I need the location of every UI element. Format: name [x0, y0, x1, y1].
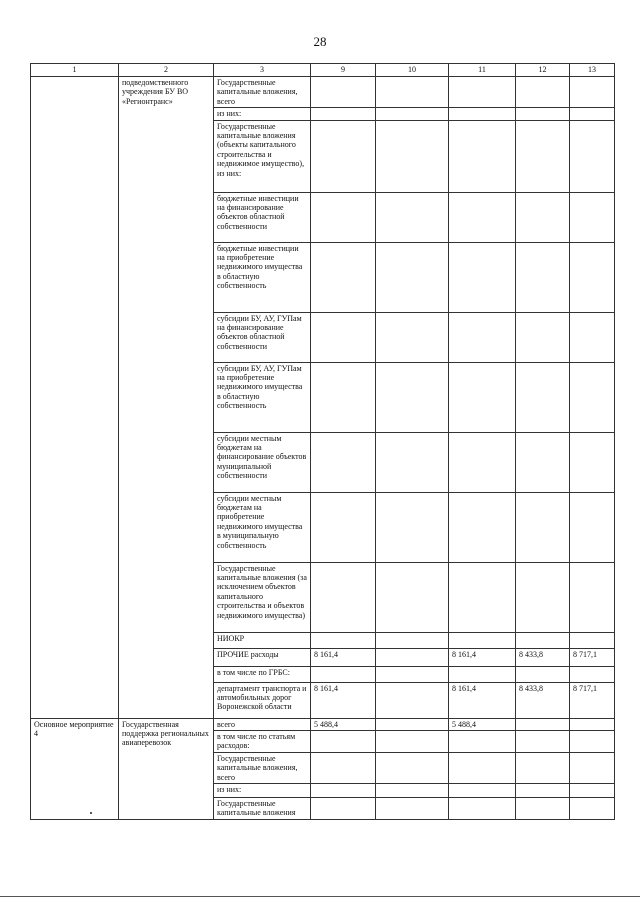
expenditure-table [30, 63, 615, 820]
measure-title-cell: подведомственного учреждения БУ ВО «Регионтранс» [119, 77, 214, 719]
value-cell-c13 [570, 798, 615, 820]
value-cell-c10 [376, 562, 449, 632]
value-cell-c9 [311, 192, 376, 242]
stray-mark [90, 812, 92, 814]
value-cell-c10 [376, 752, 449, 783]
value-cell-c12 [516, 120, 570, 192]
value-cell-c13 [570, 192, 615, 242]
value-cell-c9 [311, 432, 376, 492]
value-cell-c11 [449, 731, 516, 753]
header-cell: 2 [119, 64, 214, 77]
expense-label-cell: бюджетные инвестиции на приобретение недвижимого имущества в областную собственность [214, 242, 311, 312]
value-cell-c10 [376, 784, 449, 798]
page-number: 28 [313, 34, 327, 49]
value-cell-c12 [516, 718, 570, 730]
value-cell-c13 [570, 752, 615, 783]
value-cell-c13 [570, 632, 615, 648]
header-cell: 1 [31, 64, 119, 77]
value-cell-c10 [376, 242, 449, 312]
value-cell-c11 [449, 432, 516, 492]
expense-label-cell: из них: [214, 108, 311, 120]
expense-label-cell: Государственные капитальные вложения, всего [214, 752, 311, 783]
value-cell-c9: 5 488,4 [311, 718, 376, 730]
value-cell-c11 [449, 312, 516, 362]
value-cell-c11 [449, 492, 516, 562]
value-cell-c13 [570, 120, 615, 192]
expense-label-cell: Государственные капитальные вложения, всего [214, 77, 311, 108]
value-cell-c12 [516, 492, 570, 562]
header-row [31, 64, 615, 77]
expense-label-cell: Государственные капитальные вложения (объекты капитального строительства и недвижимое имущество), из них: [214, 120, 311, 192]
expense-label-cell: в том числе по статьям расходов: [214, 731, 311, 753]
value-cell-c13 [570, 77, 615, 108]
value-cell-c10 [376, 77, 449, 108]
bottom-rule [0, 896, 640, 897]
value-cell-c13 [570, 731, 615, 753]
value-cell-c11 [449, 362, 516, 432]
value-cell-c9 [311, 798, 376, 820]
value-cell-c12 [516, 432, 570, 492]
value-cell-c10 [376, 632, 449, 648]
expense-label-cell: субсидии местным бюджетам на приобретение недвижимого имущества в муниципальную собственность [214, 492, 311, 562]
value-cell-c10 [376, 362, 449, 432]
value-cell-c9 [311, 666, 376, 682]
value-cell-c13 [570, 108, 615, 120]
value-cell-c12 [516, 192, 570, 242]
value-cell-c10 [376, 492, 449, 562]
value-cell-c10 [376, 432, 449, 492]
value-cell-c9 [311, 784, 376, 798]
table-row [31, 77, 615, 108]
measure-name-cell: Основное мероприятие 4 [31, 718, 119, 819]
value-cell-c9 [311, 752, 376, 783]
value-cell-c11 [449, 562, 516, 632]
value-cell-c11 [449, 120, 516, 192]
value-cell-c10 [376, 682, 449, 718]
value-cell-c9 [311, 362, 376, 432]
value-cell-c11: 8 161,4 [449, 648, 516, 666]
value-cell-c9 [311, 242, 376, 312]
value-cell-c9 [311, 731, 376, 753]
value-cell-c9: 8 161,4 [311, 682, 376, 718]
value-cell-c11 [449, 192, 516, 242]
value-cell-c13 [570, 492, 615, 562]
value-cell-c12 [516, 784, 570, 798]
value-cell-c13 [570, 242, 615, 312]
value-cell-c13 [570, 312, 615, 362]
value-cell-c12 [516, 632, 570, 648]
value-cell-c10 [376, 108, 449, 120]
expense-label-cell: бюджетные инвестиции на финансирование объектов областной собственности [214, 192, 311, 242]
value-cell-c9 [311, 492, 376, 562]
value-cell-c9 [311, 77, 376, 108]
value-cell-c11 [449, 108, 516, 120]
value-cell-c9 [311, 632, 376, 648]
value-cell-c10 [376, 718, 449, 730]
expense-label-cell: субсидии БУ, АУ, ГУПам на приобретение недвижимого имущества в областную собственность [214, 362, 311, 432]
expense-label-cell: Государственные капитальные вложения (за исключением объектов капитального строительства и объектов недвижимого имущества) [214, 562, 311, 632]
value-cell-c9 [311, 120, 376, 192]
value-cell-c11: 8 161,4 [449, 682, 516, 718]
header-cell: 13 [570, 64, 615, 77]
value-cell-c11 [449, 752, 516, 783]
expense-label-cell: департамент транспорта и автомобильных дорог Воронежской области [214, 682, 311, 718]
value-cell-c13 [570, 362, 615, 432]
value-cell-c13 [570, 666, 615, 682]
value-cell-c11 [449, 632, 516, 648]
value-cell-c12 [516, 562, 570, 632]
value-cell-c11 [449, 798, 516, 820]
expense-label-cell: субсидии БУ, АУ, ГУПам на финансирование объектов областной собственности [214, 312, 311, 362]
value-cell-c10 [376, 192, 449, 242]
value-cell-c11 [449, 666, 516, 682]
value-cell-c13 [570, 562, 615, 632]
value-cell-c13: 8 717,1 [570, 648, 615, 666]
value-cell-c12 [516, 362, 570, 432]
expense-label-cell: всего [214, 718, 311, 730]
value-cell-c12 [516, 798, 570, 820]
header-cell: 3 [214, 64, 311, 77]
table-row [31, 718, 615, 730]
value-cell-c10 [376, 648, 449, 666]
value-cell-c12 [516, 731, 570, 753]
value-cell-c11: 5 488,4 [449, 718, 516, 730]
value-cell-c12 [516, 666, 570, 682]
value-cell-c13 [570, 432, 615, 492]
expense-label-cell: в том числе по ГРБС: [214, 666, 311, 682]
expense-label-cell: Государственные капитальные вложения [214, 798, 311, 820]
expense-label-cell: НИОКР [214, 632, 311, 648]
header-cell: 10 [376, 64, 449, 77]
value-cell-c12 [516, 77, 570, 108]
value-cell-c12 [516, 312, 570, 362]
value-cell-c12 [516, 242, 570, 312]
value-cell-c13: 8 717,1 [570, 682, 615, 718]
value-cell-c13 [570, 784, 615, 798]
value-cell-c10 [376, 731, 449, 753]
expense-label-cell: ПРОЧИЕ расходы [214, 648, 311, 666]
value-cell-c9 [311, 108, 376, 120]
value-cell-c11 [449, 784, 516, 798]
value-cell-c9 [311, 562, 376, 632]
value-cell-c12: 8 433,8 [516, 648, 570, 666]
value-cell-c9 [311, 312, 376, 362]
value-cell-c13 [570, 718, 615, 730]
value-cell-c11 [449, 77, 516, 108]
value-cell-c10 [376, 312, 449, 362]
value-cell-c10 [376, 120, 449, 192]
value-cell-c12: 8 433,8 [516, 682, 570, 718]
header-cell: 9 [311, 64, 376, 77]
value-cell-c10 [376, 666, 449, 682]
value-cell-c10 [376, 798, 449, 820]
value-cell-c9: 8 161,4 [311, 648, 376, 666]
value-cell-c11 [449, 242, 516, 312]
expense-label-cell: субсидии местным бюджетам на финансирование объектов муниципальной собственности [214, 432, 311, 492]
measure-title-cell: Государственная поддержка региональных авиаперевозок [119, 718, 214, 819]
value-cell-c12 [516, 752, 570, 783]
header-cell: 12 [516, 64, 570, 77]
value-cell-c12 [516, 108, 570, 120]
measure-name-cell [31, 77, 119, 719]
expense-label-cell: из них: [214, 784, 311, 798]
header-cell: 11 [449, 64, 516, 77]
